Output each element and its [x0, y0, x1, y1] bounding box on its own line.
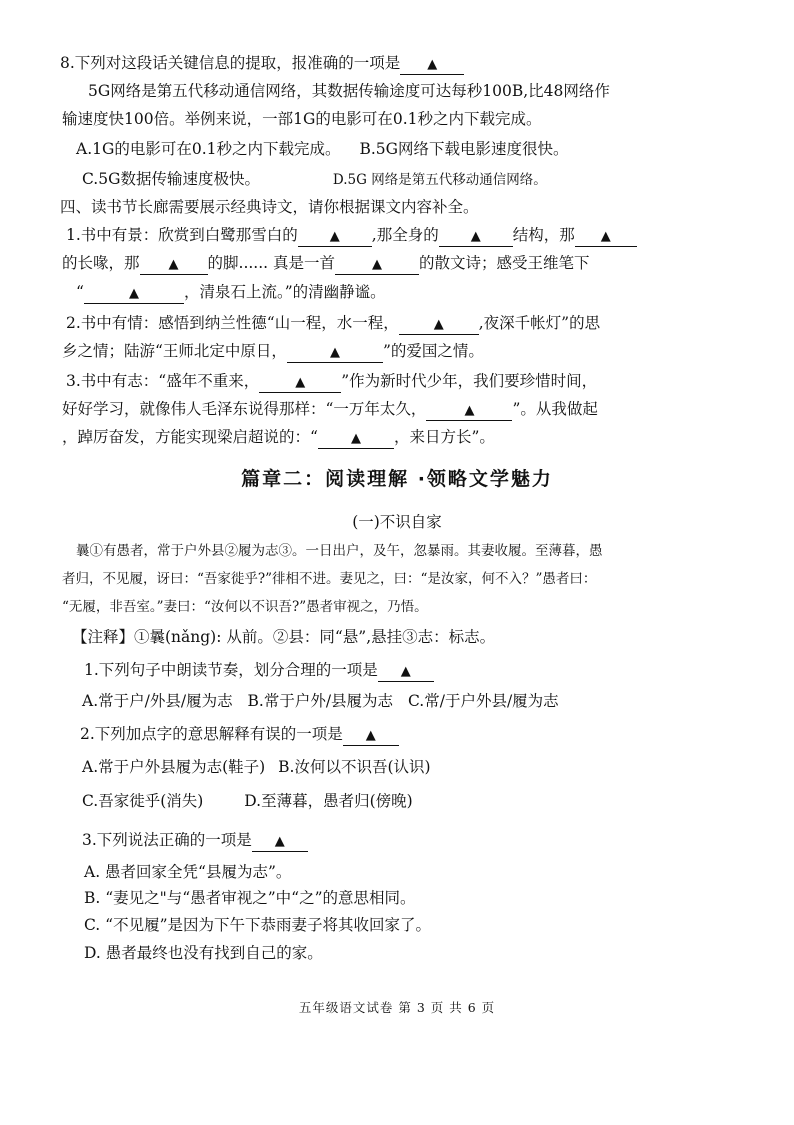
q8-option-c[interactable]: C.5G数据传输速度极快。 [82, 170, 260, 188]
answer-blank[interactable] [259, 372, 341, 393]
qr3-option-d[interactable]: D. 愚者最终也没有找到自己的家。 [84, 944, 323, 962]
section4-line-3 [76, 281, 386, 304]
qr3-stem-line [82, 829, 308, 852]
qr1-option-c[interactable]: C.常/于户外县/履为志 [408, 692, 559, 710]
triangle-icon: ▲ [365, 728, 376, 743]
triangle-icon: ▲ [427, 57, 438, 72]
passage-text-line-1: 曩①有愚者，常于户外县②履为志③。一日出户，及午，忽暴雨。其妻收履。至薄暮，愚 [76, 543, 603, 559]
answer-blank[interactable] [140, 254, 208, 275]
qr2-options-row-1 [82, 756, 431, 778]
chapter-title: 篇章二：阅读理解 ·领略文学魅力 [241, 468, 553, 490]
section4-line-1 [66, 224, 637, 247]
section4-text: 1.书中有景：欣赏到白鹭那雪白的 [66, 226, 298, 244]
qr1-option-b[interactable]: B.常于户外/县履为志 [247, 692, 394, 710]
answer-blank[interactable] [343, 725, 399, 746]
qr2-stem: 2.下列加点字的意思解释有误的一项是 [80, 725, 343, 743]
answer-blank[interactable] [318, 428, 394, 449]
section4-text: 3.书中有志：“盛年不重来， [66, 372, 260, 390]
triangle-icon: ▲ [128, 286, 139, 301]
answer-blank[interactable] [298, 226, 372, 247]
q8-stem-line [60, 52, 464, 75]
triangle-icon: ▲ [329, 345, 340, 360]
section4-text: 的散文诗；感受王维笔下 [419, 254, 590, 272]
answer-blank[interactable] [378, 661, 434, 682]
triangle-icon: ▲ [350, 431, 361, 446]
q8-options-row-2 [82, 168, 547, 191]
section4-text: ”。从我做起 [512, 400, 598, 418]
qr1-option-a[interactable]: A.常于户/外县/履为志 [82, 692, 233, 710]
qr3-option-c[interactable]: C. “不见履”是因为下午下恭雨妻子将其收回家了。 [84, 916, 432, 934]
q8-option-d[interactable]: D.5G 网络是第五代移动通信网络。 [332, 172, 547, 188]
answer-blank[interactable] [439, 226, 513, 247]
qr2-option-c[interactable]: C.吾家徙乎(消失) [82, 792, 204, 810]
qr1-stem-line [84, 659, 434, 682]
section4-text: 乡之情；陆游“王师北定中原日， [62, 342, 287, 360]
q8-option-a[interactable]: A.1G的电影可在0.1秒之内下载完成。 [76, 140, 341, 158]
triangle-icon: ▲ [464, 403, 475, 418]
section4-text: 好好学习，就像伟人毛泽东说得那样：“一万年太久， [62, 400, 427, 418]
triangle-icon: ▲ [295, 375, 306, 390]
section4-line-8 [62, 426, 495, 449]
qr1-stem: 1.下列句子中朗读节奏，划分合理的一项是 [84, 661, 378, 679]
answer-blank[interactable] [400, 54, 464, 75]
section4-line-6 [66, 370, 597, 393]
section4-line-7 [62, 398, 598, 421]
qr2-stem-line [80, 723, 399, 746]
qr2-option-a[interactable]: A.常于户外县履为志(鞋子) [82, 758, 266, 776]
qr3-option-b[interactable]: B. “妻见之"与“愚者审视之”中“之”的意思相同。 [84, 889, 416, 907]
section4-text: ,夜深千帐灯”的思 [478, 314, 601, 332]
page-footer: 五年级语文试卷 第 3 页 共 6 页 [298, 1000, 496, 1015]
triangle-icon: ▲ [168, 257, 179, 272]
answer-blank[interactable] [335, 254, 419, 275]
passage-title: (一)不识自家 [352, 513, 442, 531]
answer-blank[interactable] [426, 400, 512, 421]
triangle-icon: ▲ [470, 229, 481, 244]
section4-text: ，来日方长”。 [393, 428, 495, 446]
qr2-option-b[interactable]: B.汝何以不识吾(认识) [278, 758, 431, 776]
section4-text: 的脚...... 真是一首 [207, 254, 336, 272]
answer-blank[interactable] [575, 226, 637, 247]
qr3-stem: 3.下列说法正确的一项是 [82, 831, 252, 849]
section4-line-4 [66, 312, 600, 335]
passage-text-line-3: “无履，非吾室。”妻曰：“汝何以不识吾?”愚者审视之，乃悟。 [62, 599, 428, 615]
q8-options-row-1 [76, 138, 569, 160]
triangle-icon: ▲ [372, 257, 383, 272]
qr2-options-row-2 [82, 790, 413, 812]
triangle-icon: ▲ [400, 664, 411, 679]
section4-text: “ [76, 283, 84, 301]
answer-blank[interactable] [84, 283, 184, 304]
triangle-icon: ▲ [433, 317, 444, 332]
passage-notes: 【注释】①曩(nǎng): 从前。②县：同“悬”,悬挂③志：标志。 [72, 628, 496, 646]
section4-text: 2.书中有情：感悟到纳兰性德“山一程，水一程， [66, 314, 399, 332]
answer-blank[interactable] [287, 342, 383, 363]
section4-title: 四、读书节长廊需要展示经典诗文，请你根据课文内容补全。 [60, 198, 479, 216]
q8-passage-line-2: 输速度快100倍。举例来说，一部1G的电影可在0.1秒之内下载完成。 [62, 110, 542, 128]
q8-option-b[interactable]: B.5G网络下载电影速度很快。 [359, 140, 569, 158]
section4-text: ，踔厉奋发，方能实现梁启超说的：“ [62, 428, 318, 446]
triangle-icon: ▲ [600, 229, 611, 244]
triangle-icon: ▲ [329, 229, 340, 244]
qr3-option-a[interactable]: A. 愚者回家全凭“县履为志”。 [84, 863, 292, 881]
qr1-options [82, 690, 559, 712]
section4-line-5 [62, 340, 484, 363]
section4-text: ”作为新时代少年，我们要珍惜时间， [341, 372, 598, 390]
section4-line-2 [62, 252, 590, 275]
section4-text: ”的爱国之情。 [382, 342, 484, 360]
answer-blank[interactable] [252, 831, 308, 852]
answer-blank[interactable] [399, 314, 479, 335]
section4-text: 的长喙，那 [62, 254, 140, 272]
q8-passage-line-1: 5G网络是第五代移动通信网络，其数据传输途度可达每秒100B,比48网络作 [88, 82, 610, 100]
section4-text: ，清泉石上流。”的清幽静谧。 [183, 283, 386, 301]
section4-text: 结构，那 [512, 226, 575, 244]
q8-stem: 8.下列对这段话关键信息的提取，报准确的一项是 [60, 54, 401, 72]
triangle-icon: ▲ [274, 834, 285, 849]
passage-text-line-2: 者归，不见履，讶曰：“吾家徙乎?”徘相不进。妻见之，曰：“是汝家，何不入？”愚者曰： [62, 571, 597, 587]
qr2-option-d[interactable]: D.至薄暮，愚者归(傍晚) [244, 792, 413, 810]
section4-text: ,那全身的 [371, 226, 439, 244]
